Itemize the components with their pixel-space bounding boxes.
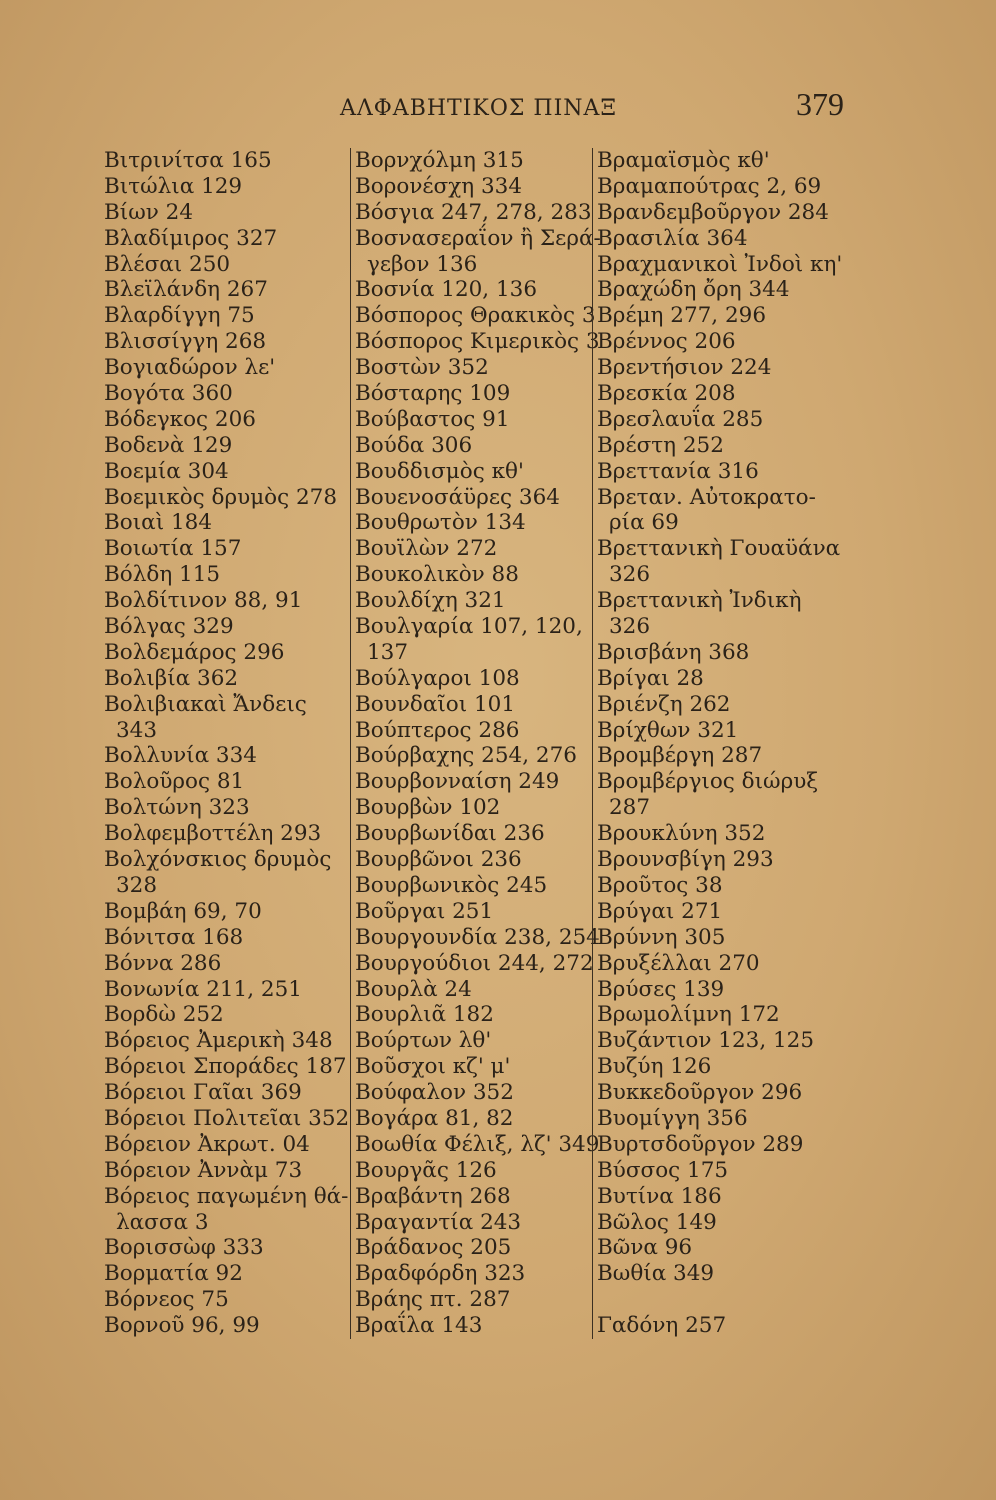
index-column-1: [104, 148, 350, 1339]
index-entry: Βολοῦρος 81: [104, 769, 245, 795]
index-entry: Βολδεμάρος 296: [104, 639, 285, 665]
index-entry: Βρέννος 206: [597, 329, 736, 355]
index-entry: 137: [367, 639, 409, 665]
index-entry: Βρεττανικὴ Ἰνδικὴ: [597, 588, 802, 614]
index-entry: Γαδόνη 257: [597, 1313, 727, 1339]
index-entry: Βοιαὶ 184: [104, 510, 212, 536]
index-entry: Βουρβωνίδαι 236: [355, 821, 545, 847]
index-entry: Βραγαντία 243: [355, 1209, 522, 1235]
index-entry: Βόρειοι Σποράδες 187: [104, 1054, 347, 1080]
index-entry: Βουρβωνικὸς 245: [355, 872, 548, 898]
index-entry: Βραμαϊσμὸς κθ': [597, 148, 770, 173]
index-entry: Βούλγαροι 108: [355, 665, 520, 691]
index-entry: Βόρειος παγωμένη θά-: [104, 1183, 349, 1209]
index-entry: Βυρτσδοῦργον 289: [597, 1131, 804, 1157]
index-entry: Βουδδισμὸς κθ': [355, 458, 524, 484]
index-entry: Βουρλὰ 24: [355, 976, 472, 1002]
index-entry: 343: [116, 717, 158, 743]
index-entry: Βούδα 306: [355, 432, 473, 458]
index-entry: Βόσταρης 109: [355, 381, 511, 407]
index-entry: Βόρνεος 75: [104, 1287, 229, 1313]
index-entry: Βύσσος 175: [597, 1157, 729, 1183]
index-entry: Βυομίγγη 356: [597, 1105, 748, 1131]
index-entry: Βορδὼ 252: [104, 1002, 224, 1028]
index-entry: Βόννα 286: [104, 950, 222, 976]
page-number: 379: [796, 86, 844, 122]
index-entry: Βουλδίχη 321: [355, 588, 506, 614]
index-entry: Βόλδη 115: [104, 562, 221, 588]
index-column-3: [592, 148, 857, 1339]
index-entry: Βούρτων λθ': [355, 1028, 492, 1054]
index-entry: Βρασιλία 364: [597, 225, 748, 251]
index-entry: Βουλγαρία 107, 120,: [355, 614, 583, 640]
index-entry: Βρίγαι 28: [597, 665, 704, 691]
index-entry: Βλέσαι 250: [104, 251, 231, 277]
index-entry: Βουργᾶς 126: [355, 1157, 497, 1183]
index-entry: Βραμαπούτρας 2, 69: [597, 173, 822, 199]
index-entry: Βολλυνία 334: [104, 743, 257, 769]
index-entry: Βουκολικὸν 88: [355, 562, 519, 588]
index-entry: Βόδεγκος 206: [104, 406, 256, 432]
index-entry: Βραδφόρδη 323: [355, 1261, 526, 1287]
index-entry: ρία 69: [609, 510, 679, 536]
index-entry: Βούρβαχης 254, 276: [355, 743, 577, 769]
index-entry: Βουθρωτὸν 134: [355, 510, 526, 536]
index-entry: Βομβάη 69, 70: [104, 898, 262, 924]
index-entry: Βουρβονναίση 249: [355, 769, 560, 795]
index-entry: Βόρειον Ἀννὰμ 73: [104, 1157, 303, 1183]
index-entry: Βόρειος Ἀμερικὴ 348: [104, 1028, 333, 1054]
index-entry: Βολδίτινον 88, 91: [104, 588, 303, 614]
index-entry: Βοσνία 120, 136: [355, 277, 538, 303]
index-entry: Βοῦσχοι κζ' μ': [355, 1054, 511, 1080]
index-entry: Βῶλος 149: [597, 1209, 717, 1235]
index-entry: Βολτώνη 323: [104, 795, 250, 821]
index-entry: Βολιβιακαὶ Ἄνδεις: [104, 691, 307, 717]
index-entry: Βρουνσβίγη 293: [597, 847, 774, 873]
index-entry: Βραΐλα 143: [355, 1313, 483, 1339]
index-entry: Βυτίνα 186: [597, 1183, 722, 1209]
index-entry: Βουρβῶνοι 236: [355, 847, 522, 873]
index-entry: Βουρβὼν 102: [355, 795, 501, 821]
index-entry: [597, 1287, 857, 1313]
index-entry: Βόσπορος Θρακικὸς 3: [355, 303, 596, 329]
index-entry: Βρεταν. Αὐτοκρατο-: [597, 484, 816, 510]
index-entry: λασσα 3: [116, 1209, 209, 1235]
index-entry: Βολφεμβοττέλη 293: [104, 821, 322, 847]
index-entry: Βρεσκία 208: [597, 381, 736, 407]
index-entry: 326: [609, 614, 651, 640]
index-entry: Βρύννη 305: [597, 924, 726, 950]
index-entry: Βυζάντιον 123, 125: [597, 1028, 815, 1054]
index-entry: Βροῦτος 38: [597, 872, 723, 898]
index-entry: Βραβάντη 268: [355, 1183, 511, 1209]
index-entry: Βυζύη 126: [597, 1054, 712, 1080]
index-entry: Βογότα 360: [104, 381, 233, 407]
page-header: [0, 86, 996, 132]
index-entry: Βρέστη 252: [597, 432, 724, 458]
index-entry: Βουϊλὼν 272: [355, 536, 498, 562]
index-entry: Βρυξέλλαι 270: [597, 950, 760, 976]
index-entry: Βραχμανικοὶ Ἰνδοὶ κη': [597, 251, 843, 277]
index-entry: Βρεττανικὴ Γουαϋάνα: [597, 536, 841, 562]
index-entry: Βρίχθων 321: [597, 717, 739, 743]
index-entry: Βολιβία 362: [104, 665, 239, 691]
index-entry: Βρεντήσιον 224: [597, 355, 772, 381]
index-entry: Βοσνασεραΐον ἢ Σερά-: [355, 225, 601, 251]
index-entry: Βρανδεμβοῦργον 284: [597, 199, 829, 225]
index-entry: Βρισβάνη 368: [597, 639, 750, 665]
index-entry: Βουνδαῖοι 101: [355, 691, 516, 717]
index-entry: Βλισσίγγη 268: [104, 329, 267, 355]
index-entry: Βλεϊλάνδη 267: [104, 277, 268, 303]
index-entry: Βιτρινίτσα 165: [104, 148, 272, 173]
index-entry: Βίων 24: [104, 199, 194, 225]
index-entry: Βοδενὰ 129: [104, 432, 233, 458]
index-entry: Βόρειοι Πολιτεῖαι 352: [104, 1105, 350, 1131]
index-entry: 328: [116, 872, 158, 898]
index-entry: Βορνχόλμη 315: [355, 148, 524, 173]
index-entry: Βορνοῦ 96, 99: [104, 1313, 260, 1339]
index-entry: Βόλγας 329: [104, 614, 234, 640]
index-entry: Βρουκλύνη 352: [597, 821, 766, 847]
index-entry: Βρεσλαυΐα 285: [597, 406, 764, 432]
index-entry: Βόρειοι Γαῖαι 369: [104, 1080, 302, 1106]
index-column-2: [350, 148, 601, 1339]
index-entry: Βούβαστος 91: [355, 406, 510, 432]
index-entry: Βράδανος 205: [355, 1235, 512, 1261]
index-entry: Βυκκεδοῦργον 296: [597, 1080, 803, 1106]
index-entry: Βόρειον Ἀκρωτ. 04: [104, 1131, 310, 1157]
index-entry: Βρεττανία 316: [597, 458, 759, 484]
index-entry: Βογιαδώρον λε': [104, 355, 276, 381]
index-entry: Βιτώλια 129: [104, 173, 243, 199]
index-entry: Βοωθία Φέλιξ, λζ' 349: [355, 1131, 600, 1157]
index-entry: Βοιωτία 157: [104, 536, 242, 562]
index-entry: Βουρλιᾶ 182: [355, 1002, 494, 1028]
index-entry: Βόνιτσα 168: [104, 924, 244, 950]
index-entry: Βοεμία 304: [104, 458, 229, 484]
index-entry: 326: [609, 562, 651, 588]
index-entry: 287: [609, 795, 651, 821]
index-entry: Βρομβέργη 287: [597, 743, 763, 769]
index-entry: Βορονέσχη 334: [355, 173, 522, 199]
index-entry: Βρύσες 139: [597, 976, 725, 1002]
index-entry: Βορματία 92: [104, 1261, 243, 1287]
index-entry: Βρέμη 277, 296: [597, 303, 767, 329]
index-entry: Βόσπορος Κιμερικὸς 3: [355, 329, 600, 355]
index-entry: Βοστὼν 352: [355, 355, 489, 381]
index-entry: Βραχώδη ὄρη 344: [597, 277, 790, 303]
index-entry: Βουενοσάϋρες 364: [355, 484, 560, 510]
index-entry: Βονωνία 211, 251: [104, 976, 302, 1002]
index-entry: Βουργουνδία 238, 254: [355, 924, 600, 950]
index-entry: Βῶνα 96: [597, 1235, 693, 1261]
index-entry: Βουργούδιοι 244, 272: [355, 950, 594, 976]
index-entry: Βολχόνσκιος δρυμὸς: [104, 847, 332, 873]
page-title: ΑΛΦΑΒΗΤΙΚΟΣ ΠΙΝΑΞ: [340, 96, 617, 121]
index-entry: Βούπτερος 286: [355, 717, 520, 743]
index-entry: Βόσγια 247, 278, 283: [355, 199, 592, 225]
index-entry: Βωθία 349: [597, 1261, 715, 1287]
index-entry: Βοῦργαι 251: [355, 898, 494, 924]
index-entry: Βογάρα 81, 82: [355, 1105, 514, 1131]
index-entry: Βράης πτ. 287: [355, 1287, 511, 1313]
index-entry: γεβον 136: [367, 251, 478, 277]
index-entry: Βρομβέργιος διώρυξ: [597, 769, 819, 795]
index-entry: Βρωμολίμνη 172: [597, 1002, 780, 1028]
index-entry: Βούφαλον 352: [355, 1080, 514, 1106]
index-entry: Βοεμικὸς δρυμὸς 278: [104, 484, 338, 510]
index-entry: Βορισσὼφ 333: [104, 1235, 264, 1261]
index-entry: Βλαρδίγγη 75: [104, 303, 255, 329]
index-entry: Βρύγαι 271: [597, 898, 723, 924]
index-entry: Βλαδίμιρος 327: [104, 225, 278, 251]
index-entry: Βριένζη 262: [597, 691, 731, 717]
